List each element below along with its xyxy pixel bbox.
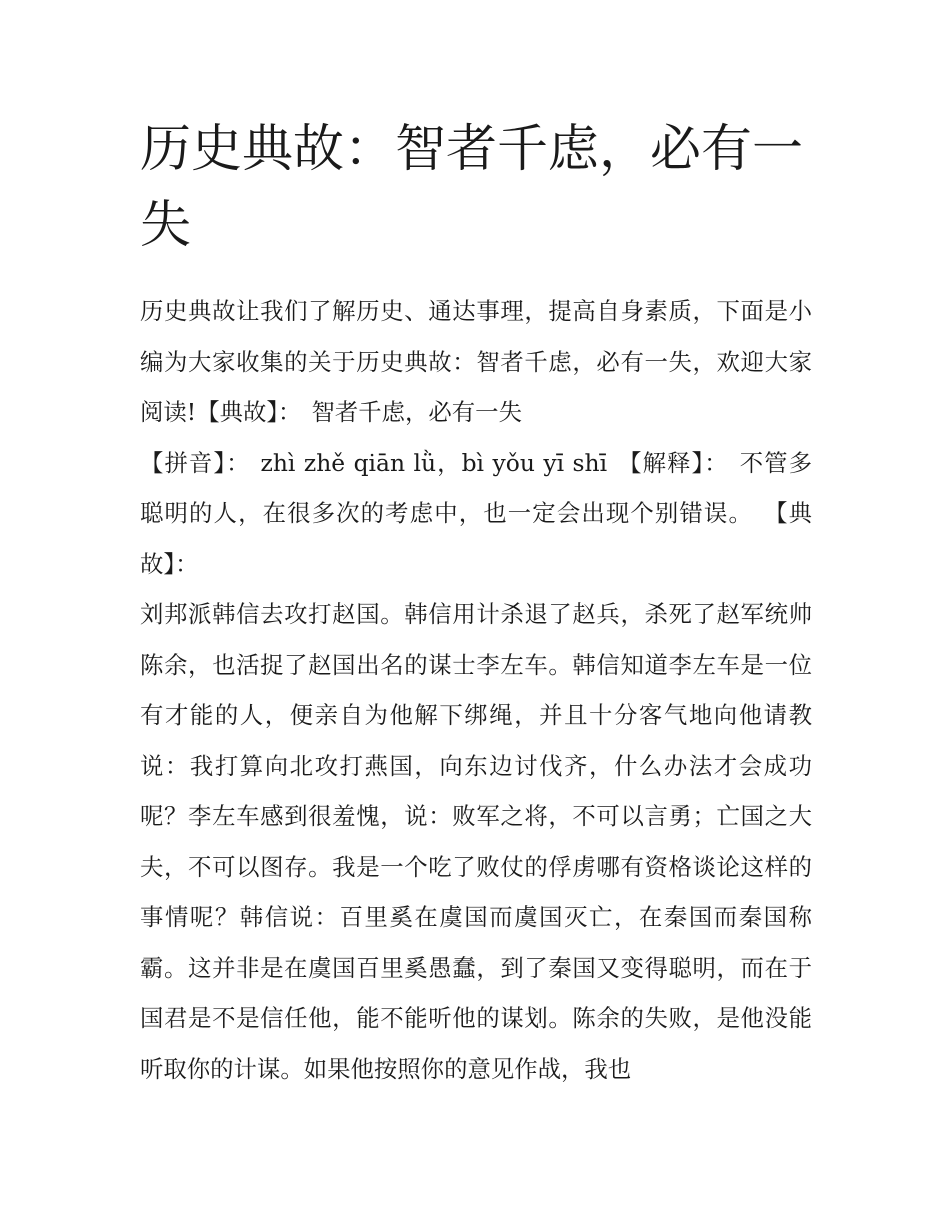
document-page: [140, 112, 812, 1094]
pinyin-paragraph: [140, 438, 812, 590]
document-body: [140, 286, 812, 1094]
explanation-text: 不管多聪明的人，在很多次的考虑中，也一定会出现个别错误。: [140, 448, 812, 527]
story-paragraph: 刘邦派韩信去攻打赵国。韩信用计杀退了赵兵，杀死了赵军统帅陈余，也活捉了赵国出名的谋士李左车。韩信知道李左车是一位有才能的人，便亲自为他解下绑绳，并且十分客气地向他请教说：我打算向北攻打燕国，向东边讨伐齐，什么办法才会成功呢？李左车感到很羞愧，说：败军之将，不可以言勇；亡国之大夫，不可以图存。我是一个吃了败仗的俘虏哪有资格谈论这样的事情呢？韩信说：百里奚在虞国而虞国灭亡，在秦国而秦国称霸。这并非是在虞国百里奚愚蠢，到了秦国又变得聪明，而在于国君是不是信任他，能不能听他的谋划。陈余的失败，是他没能听取你的计谋。如果他按照你的意见作战，我也: [140, 600, 812, 1083]
allusion-label: 【典故】：: [196, 398, 302, 426]
intro-text: 历史典故让我们了解历史、通达事理，提高自身素质，下面是小编为大家收集的关于历史典故：智者千虑，必有一失，欢迎大家阅读!: [140, 297, 812, 426]
intro-paragraph: [140, 286, 812, 438]
pinyin-label: 【拼音】：: [140, 448, 251, 477]
allusion-name: 智者千虑，必有一失: [311, 398, 522, 426]
document-title: 历史典故：智者千虑，必有一失: [140, 120, 804, 255]
story-label: 【典故】：: [140, 499, 813, 578]
explain-label: 【解释】：: [617, 448, 729, 477]
pinyin-text: zhì zhě qiān lǜ，bì yǒu yī shī: [260, 448, 608, 477]
